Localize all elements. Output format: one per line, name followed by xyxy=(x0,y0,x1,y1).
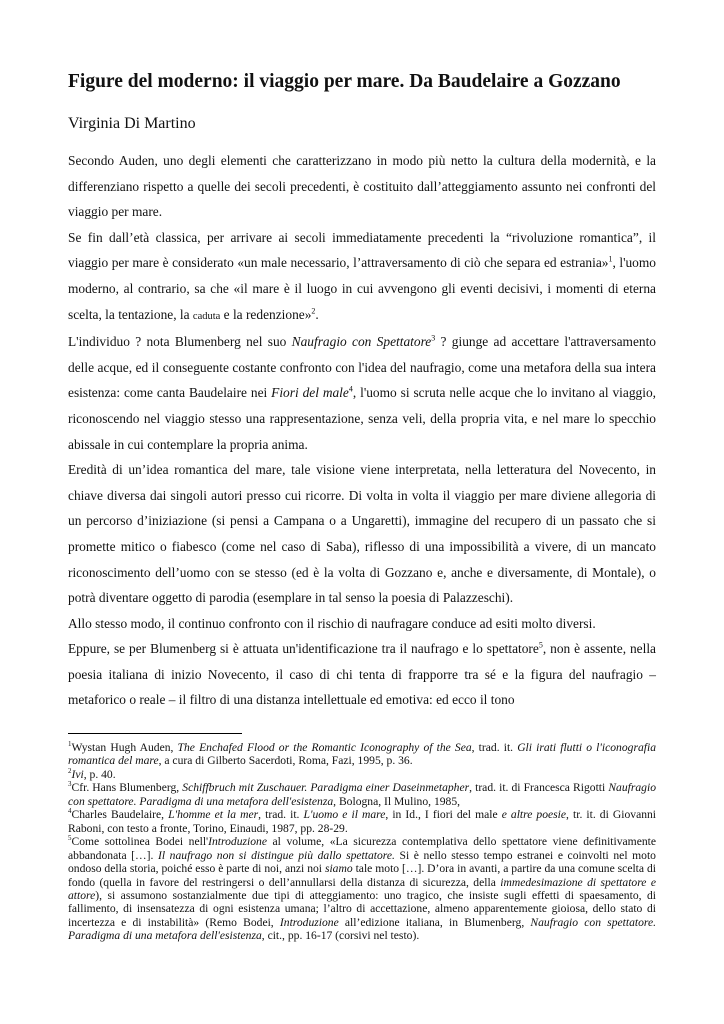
text-run: all’edizione italiana, in Blumenberg, xyxy=(338,915,531,929)
text-run: , l'uomo moderno, al contrario, sa che «il mare è il luogo in cui avvengono gli eventi decisivi, i momenti di eterna scelta, la tentazione, la xyxy=(68,255,656,322)
paper-title: Figure del moderno: il viaggio per mare. Da Baudelaire a Gozzano xyxy=(68,71,621,92)
text-run: tale moto […]. D’ora in avanti, a partire da una comune scelta di fondo (quella in favore del restringersi o dell’annullarsi della distanza di sicurezza, della xyxy=(68,862,656,889)
book-title: Introduzione xyxy=(208,835,267,849)
footnote-ref-2[interactable]: 2 xyxy=(311,306,316,316)
footnote-ref-1[interactable]: 1 xyxy=(608,254,613,264)
paragraph-3 xyxy=(68,329,656,457)
footnote-1 xyxy=(68,741,656,768)
footnotes xyxy=(68,741,656,943)
text-run: Cfr. Hans Blumenberg, xyxy=(71,781,183,795)
text-run: , tr. it. di Giovanni Raboni, con testo a fronte, Torino, Einaudi, 1987, pp. 28-29. xyxy=(68,808,657,835)
book-title: Naufragio con spettatore. Paradigma di una metafora dell'esistenza xyxy=(68,915,657,943)
text-run: , trad. it. xyxy=(258,808,304,822)
book-title: Schiffbruch mit Zuschauer. Paradigma einer Daseinmetapher xyxy=(182,781,470,795)
text-run: , cit., pp. 16-17 (corsivi nel testo). xyxy=(261,929,420,943)
footnote-ref-4[interactable]: 4 xyxy=(348,384,353,394)
footnote-2 xyxy=(68,768,656,781)
footnote-ref-3[interactable]: 3 xyxy=(431,333,436,343)
book-title: Fiori del male xyxy=(271,385,349,401)
text-run: Eppure, se per Blumenberg si è attuata un'identificazione tra il naufrago e lo spettatore xyxy=(68,641,539,657)
book-title: Gli irati flutti o l'iconografia romantica del mare xyxy=(68,741,656,768)
text-run: , Bologna, Il Mulino, 1985, xyxy=(333,794,461,808)
small-text: caduta xyxy=(192,310,221,322)
book-title: Introduzione xyxy=(279,915,339,929)
emphasis: siamo xyxy=(324,862,353,876)
text-run: ? giunge ad accettare l'attraversamento delle acque, ed il conseguente costante confronto con l'idea del naufragio, come una metafora della sua intera esistenza: come canta Baudelaire nei xyxy=(68,334,656,401)
paragraph-2 xyxy=(68,225,656,329)
emphasis: immedesimazione di spettatore e attore xyxy=(68,875,656,902)
body-text xyxy=(68,148,656,713)
text-run: , non è assente, nella poesia italiana di inizio Novecento, il caso di chi tenta di frapporre tra sé e la figura del naufragio – metaforico o reale – il filtro di una distanza intellettuale ed emotiva: ed ecco il tono xyxy=(68,641,656,708)
footnote-number: 1 xyxy=(68,740,72,749)
text-run: , p. 40. xyxy=(83,767,116,781)
text-run: ), si assumono sostanzialmente due tipi di atteggiamento: uno tragico, che insiste sugli effetti di spaesamento, di fallimento, di insensatezza di ogni esistenza umana; l’altro di accettazione, almeno apparentemente gioiosa, dello stato di incertezza e di instabilità» (Remo Bodei, xyxy=(68,888,656,929)
text-run: Se fin dall’età classica, per arrivare ai secoli immediatamente precedenti la “rivoluzione romantica”, il viaggio per mare è considerato «un male necessario, l’attraversamento di ciò che separa ed estrania» xyxy=(68,229,656,271)
text-run: . xyxy=(315,306,319,322)
text-run: al volume, «La sicurezza contemplativa dello spettatore viene definitivamente abbandonata […]. xyxy=(68,835,657,862)
footnote-ref-5[interactable]: 5 xyxy=(538,640,543,650)
paragraph-4: Eredità di un’idea romantica del mare, tale visione viene interpretata, nella letteratura del Novecento, in chiave diversa dai singoli autori presso cui ricorre. Di volta in volta il viaggio per mare diviene allegoria di un percorso d’iniziazione (si pensi a Campana o a Ungaretti), immagine del recupero di un passato che si promette mitico o fiabesco (come nel caso di Saba), riflesso di una impossibilità a vivere, di un mancato riconoscimento dell’uomo con se stesso (ed è la volta di Gozzano e, anche e diversamente, di Montale), o potrà diventare oggetto di parodia (esemplare in tal senso la poesia di Palazzeschi). xyxy=(68,462,656,606)
text-run: , a cura di Gilberto Sacerdoti, Roma, Fazi, 1995, p. 36. xyxy=(158,754,413,768)
paragraph-5: Allo stesso modo, il continuo confronto con il rischio di naufragare conduce ad esiti molto diversi. xyxy=(68,615,596,631)
footnote-number: 2 xyxy=(68,767,72,776)
text-run: , trad. it. xyxy=(471,741,518,754)
book-title: e altre poesie xyxy=(501,808,567,822)
book-title: The Enchafed Flood or the Romantic Iconography of the Sea xyxy=(177,741,472,754)
text-run: , in Id., I fiori del male xyxy=(385,808,502,822)
footnote-3 xyxy=(68,781,656,808)
book-title: L'uomo e il mare xyxy=(303,808,386,822)
text-run: L'individuo ? nota Blumenberg nel suo xyxy=(68,334,292,350)
footnote-number: 4 xyxy=(68,807,72,816)
quote-italic: Il naufrago non si distingue più dallo spettatore. xyxy=(158,848,395,862)
ibid-abbrev: Ivi xyxy=(71,767,84,781)
footnote-number: 5 xyxy=(68,834,72,843)
paragraph-6 xyxy=(68,636,656,713)
text-run: Charles Baudelaire, xyxy=(71,808,169,822)
paragraph-1: Secondo Auden, uno degli elementi che caratterizzano in modo più netto la cultura della modernità, e la differenziano rispetto a quelle dei secoli precedenti, è costituito dall’atteggiamento assunto nei confronti del viaggio per mare. xyxy=(68,153,656,220)
text-run: Si è nello stesso tempo estranei e coinvolti nel moto ondoso della storia, poiché esso è parte di noi, anzi noi xyxy=(68,848,656,876)
footnote-number: 3 xyxy=(68,780,72,789)
text-run: e la redenzione» xyxy=(220,306,312,322)
footnote-4 xyxy=(68,808,656,835)
text-run: , trad. it. di Francesca Rigotti xyxy=(469,781,609,795)
text-run: , l'uomo si scruta nelle acque che lo invitano al viaggio, riconoscendo nel viaggio stesso una rappresentazione, senza veli, della propria vita, e nel mare lo specchio abissale in cui contemplare la propria anima. xyxy=(68,385,657,452)
book-title: Naufragio con spettatore. Paradigma di una metafora dell'esistenza xyxy=(68,781,656,808)
book-title: Naufragio con Spettatore xyxy=(291,334,432,350)
footnote-separator xyxy=(68,733,242,734)
footnote-5 xyxy=(68,835,656,943)
author-name: Virginia Di Martino xyxy=(68,115,196,132)
book-title: L'homme et la mer xyxy=(168,808,259,822)
text-run: Come sottolinea Bodei nell' xyxy=(71,835,209,849)
text-run: Wystan Hugh Auden, xyxy=(71,741,178,754)
